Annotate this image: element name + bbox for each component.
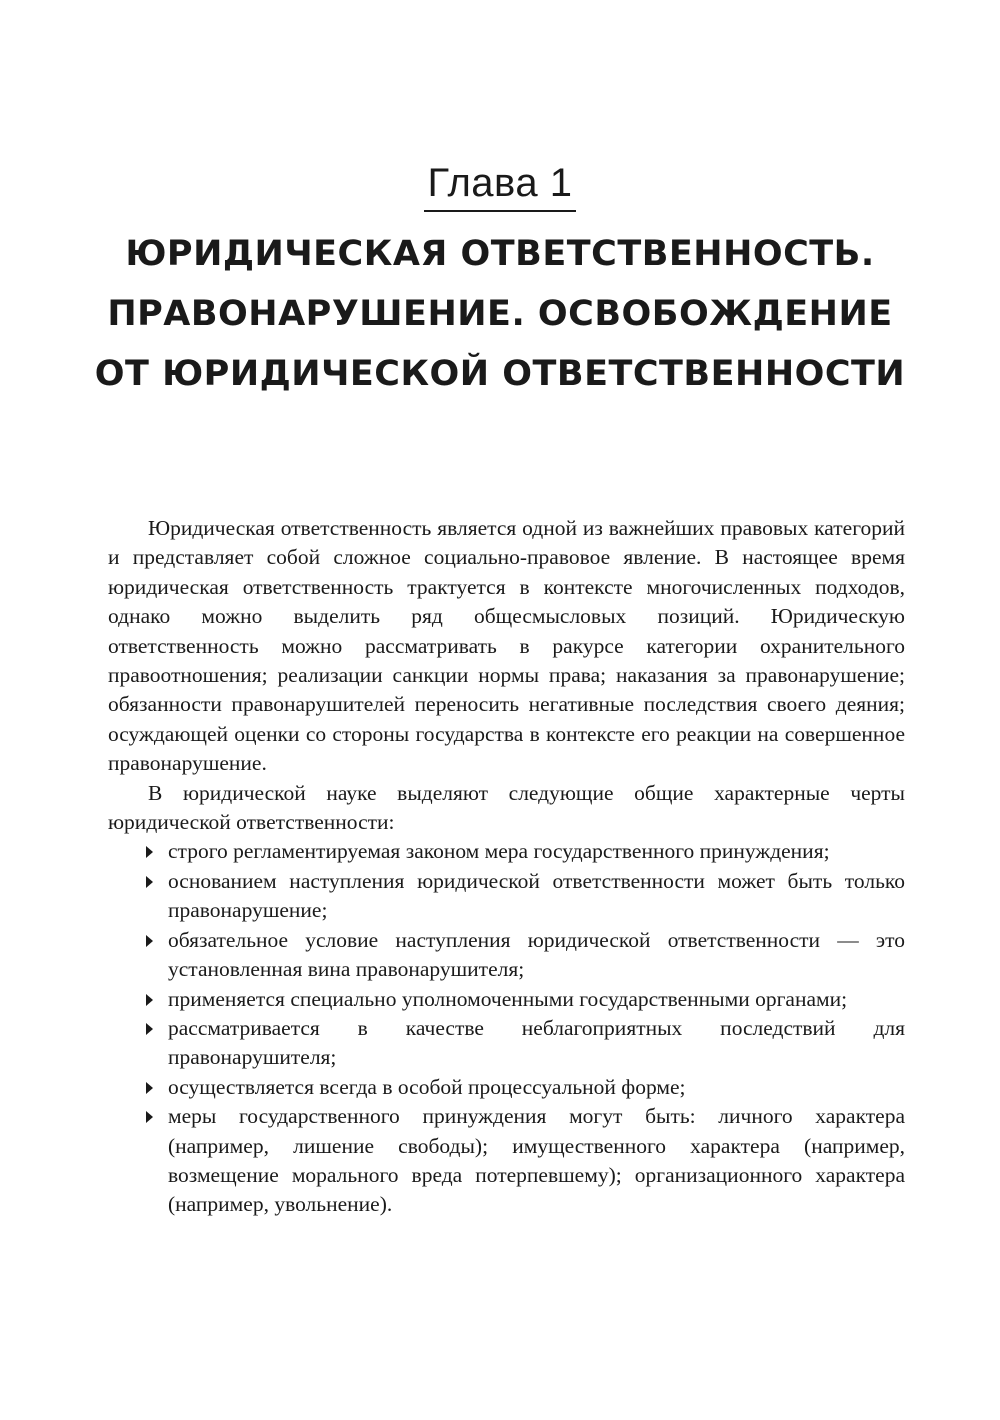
chapter-label-text: Глава 1 <box>424 160 577 212</box>
list-item <box>108 867 905 926</box>
list-item <box>108 985 905 1014</box>
chapter-title-line: ПРАВОНАРУШЕНИЕ. ОСВОБОЖДЕНИЕ <box>107 294 893 334</box>
triangle-bullet-icon <box>146 1073 160 1102</box>
list-item <box>108 1014 905 1073</box>
body-text <box>108 514 905 1220</box>
list-item <box>108 1102 905 1220</box>
triangle-bullet-icon <box>146 1014 160 1043</box>
chapter-title-line: ОТ ЮРИДИЧЕСКОЙ ОТВЕТСТВЕННОСТИ <box>94 354 906 394</box>
list-item-text: обязательное условие наступления юридической ответственности — это установленная вина правонарушителя; <box>168 927 905 982</box>
list-item <box>108 1073 905 1102</box>
list-item <box>108 837 905 866</box>
paragraph: Юридическая ответственность является одной из важнейших правовых категорий и представляет собой сложное социально-правовое явление. В настоящее время юридическая ответственность трактуется в контексте многочисленных подходов, однако можно выделить ряд общесмысловых позиций. Юридическую ответственность можно рассматривать в ракурсе категории охранительного правоотношения; реализации санкции нормы права; наказания за правонарушение; обязанности правонарушителей переносить негативные последствия своего деяния; осуждающей оценки со стороны государства в контексте его реакции на совершенное правонарушение. <box>108 516 905 776</box>
list-item <box>108 926 905 985</box>
bullet-list <box>108 837 905 1219</box>
triangle-bullet-icon <box>146 837 160 866</box>
triangle-bullet-icon <box>146 867 160 896</box>
triangle-bullet-icon <box>146 1102 160 1131</box>
chapter-label <box>0 160 1000 212</box>
list-item-text: строго регламентируемая законом мера государственного принуждения; <box>168 839 830 864</box>
list-item-text: меры государственного принуждения могут быть: личного характера (например, лишение свободы); имущественного характера (например, возмещение морального вреда потерпевшему); организационного характера (например, увольнение). <box>168 1104 905 1217</box>
chapter-title <box>60 224 940 404</box>
chapter-title-line: ЮРИДИЧЕСКАЯ ОТВЕТСТВЕННОСТЬ. <box>125 234 875 274</box>
list-item-text: осуществляется всегда в особой процессуальной форме; <box>168 1074 686 1099</box>
list-item-text: применяется специально уполномоченными государственными органами; <box>168 986 848 1011</box>
list-item-text: основанием наступления юридической ответственности может быть только правонарушение; <box>168 868 905 923</box>
paragraph: В юридической науке выделяют следующие общие характерные черты юридической ответственности: <box>108 780 905 835</box>
triangle-bullet-icon <box>146 985 160 1014</box>
list-item-text: рассматривается в качестве неблагоприятных последствий для правонарушителя; <box>168 1015 905 1070</box>
triangle-bullet-icon <box>146 926 160 955</box>
